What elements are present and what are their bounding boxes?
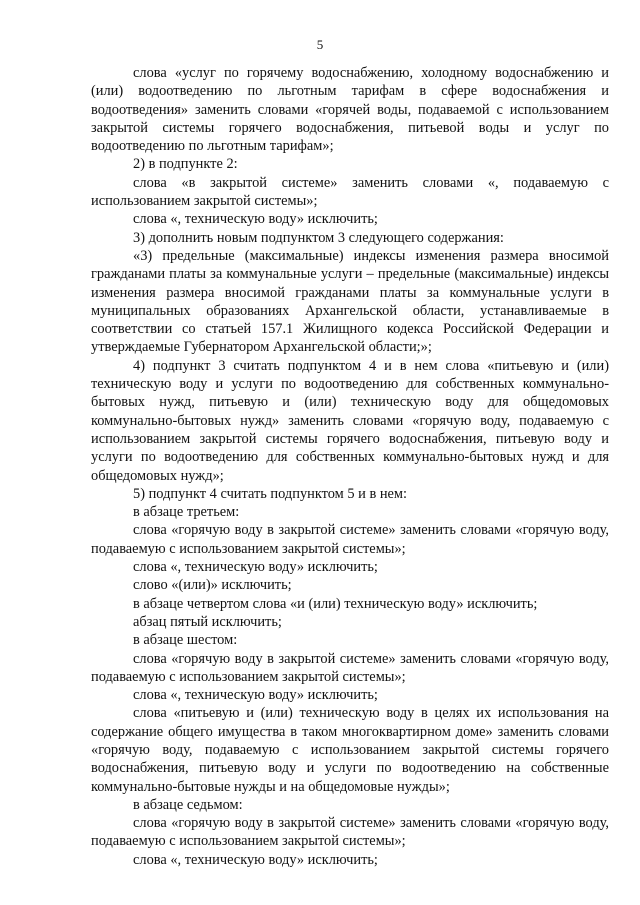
paragraph-5: 3) дополнить новым подпунктом 3 следующего содержания: [133,229,504,246]
paragraph-18: слова «питьевую и (или) техническую воду в целях их использования на содержание общего имущества в таком многоквартирном доме» заменить словами «горячую воду, подаваемую с использованием закрытой системы горячего водоснабжения, питьевую воду и услуги по водоотведению на собственные коммунально-бытовые нужды и на общедомовые нужды»; [91,705,609,795]
paragraph-12: слово «(или)» исключить; [133,577,292,594]
paragraph-4: слова «, техническую воду» исключить; [133,211,378,228]
paragraph-15: в абзаце шестом: [133,632,238,649]
paragraph-10: слова «горячую воду в закрытой системе» заменить словами «горячую воду, подаваемую с использованием закрытой системы»; [91,522,609,557]
paragraph-2: 2) в подпункте 2: [133,156,238,173]
document-body [91,64,609,869]
page-number: 5 [316,37,324,52]
paragraph-21: слова «, техническую воду» исключить; [133,851,378,868]
paragraph-6: «3) предельные (максимальные) индексы изменения размера вносимой гражданами платы за коммунальные услуги – предельные (максимальные) индексы изменения размера вносимой гражданами платы за коммунальные услуги в муниципальных образованиях Архангельской области, устанавливаемые в соответствии со статьей 157.1 Жилищного кодекса Российской Федерации и утверждаемые Губернатором Архангельской области;»; [91,247,609,356]
paragraph-13: в абзаце четвертом слова «и (или) техническую воду» исключить; [133,595,538,612]
paragraph-3: слова «в закрытой системе» заменить словами «, подаваемую с использованием закрытой системы»; [91,174,609,210]
paragraph-19: в абзаце седьмом: [133,796,243,813]
paragraph-1: слова «услуг по горячему водоснабжению, холодному водоснабжению и (или) водоотведению по льготным тарифам в сфере водоснабжения и водоотведения» заменить словами «горячей воды, подаваемой с использованием закрытой системы горячего водоснабжения, питьевой воды и услуг по водоотведению по льготным тарифам»; [91,65,609,155]
paragraph-9: в абзаце третьем: [133,504,240,521]
paragraph-7: 4) подпункт 3 считать подпунктом 4 и в нем слова «питьевую и (или) техническую воду и услуги по водоотведению для собственных коммунально-бытовых нужд, питьевую и (или) техническую воду для общедомовых коммунально-бытовых нужд» заменить словами «горячую воду, подаваемую с использованием закрытой системы горячего водоснабжения, питьевую воду и услуги по водоотведению для собственных коммунально-бытовых нужд и для общедомовых нужд»; [91,357,609,484]
paragraph-17: слова «, техническую воду» исключить; [133,687,378,704]
paragraph-8: 5) подпункт 4 считать подпунктом 5 и в нем: [133,485,408,502]
paragraph-16: слова «горячую воду в закрытой системе» заменить словами «горячую воду, подаваемую с использованием закрытой системы»; [91,650,609,685]
paragraph-11: слова «, техническую воду» исключить; [133,559,378,576]
paragraph-14: абзац пятый исключить; [133,613,282,630]
paragraph-20: слова «горячую воду в закрытой системе» заменить словами «горячую воду, подаваемую с использованием закрытой системы»; [91,815,609,850]
